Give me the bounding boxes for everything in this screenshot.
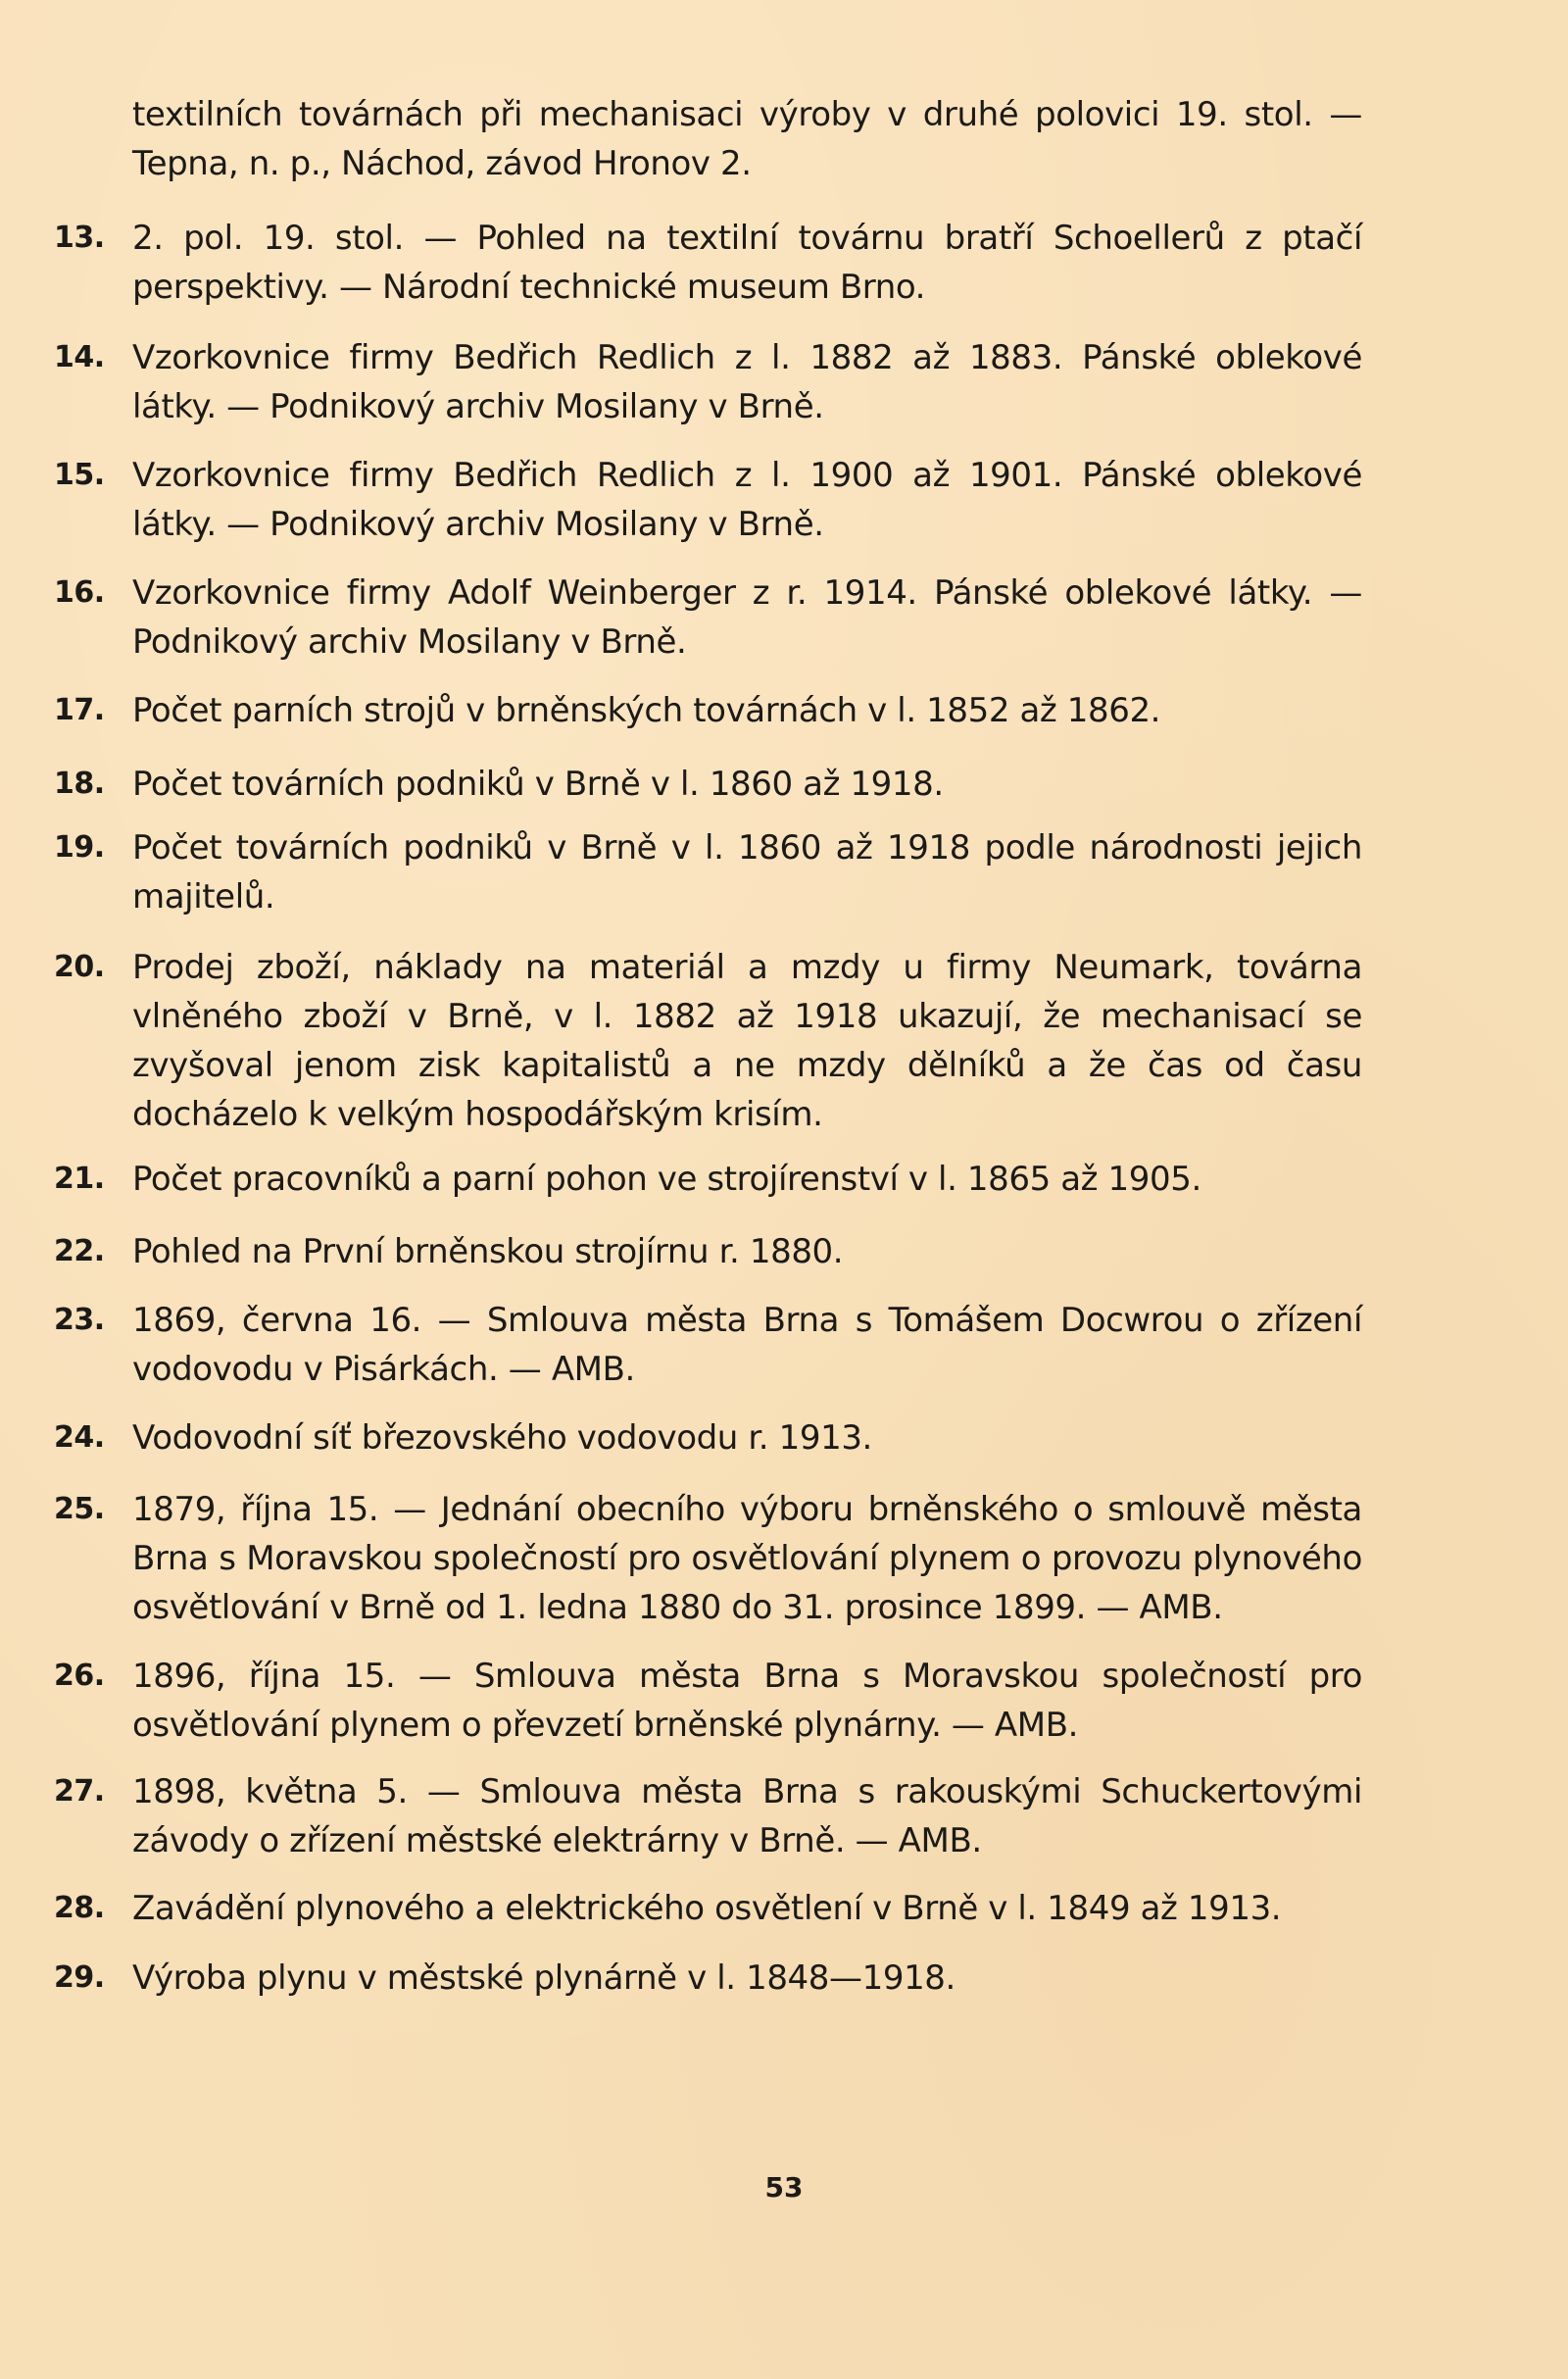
intro-continuation-text: textilních továrnách při mechanisaci výroby v druhé polovici 19. stol. — Tepna, n. p., Náchod, závod Hronov 2. <box>132 95 1362 183</box>
item-text: Prodej zboží, náklady na materiál a mzdy u firmy Neumark, továrna vlněného zboží v Brně, v l. 1882 až 1918 ukazují, že mechanisací se zvyšoval jenom zisk kapitalistů a ne mzdy dělníků a že čas od času docházelo k velkým hospodářským krisím. <box>132 948 1362 1134</box>
item-text: 1869, června 16. — Smlouva města Brna s Tomášem Docwrou o zřízení vodovodu v Pisárkách. — AMB. <box>132 1301 1362 1389</box>
item-number: 14. <box>54 340 105 374</box>
item-text: Vzorkovnice firmy Bedřich Redlich z l. 1900 až 1901. Pánské oblekové látky. — Podnikový archiv Mosilany v Brně. <box>132 456 1362 544</box>
item-text: Pohled na První brněnskou strojírnu r. 1880. <box>132 1232 844 1271</box>
item-text: Počet pracovníků a parní pohon ve strojírenství v l. 1865 až 1905. <box>132 1160 1201 1199</box>
item-text: 1879, října 15. — Jednání obecního výboru brněnského o smlouvě města Brna s Moravskou společností pro osvětlování plynem o provozu plynového osvětlování v Brně od 1. ledna 1880 do 31. prosince 1899. — AMB. <box>132 1490 1362 1627</box>
item-number: 18. <box>54 767 105 801</box>
item-text: 1896, října 15. — Smlouva města Brna s Moravskou společností pro osvětlování plynem o převzetí brněnské plynárny. — AMB. <box>132 1657 1362 1745</box>
item-number: 13. <box>54 221 105 255</box>
item-number: 25. <box>54 1492 105 1526</box>
item-number: 20. <box>54 950 105 984</box>
item-text: Vodovodní síť březovského vodovodu r. 1913. <box>132 1418 872 1458</box>
item-text: Vzorkovnice firmy Adolf Weinberger z r. 1914. Pánské oblekové látky. — Podnikový archiv Mosilany v Brně. <box>132 573 1362 662</box>
item-number: 15. <box>54 458 105 492</box>
item-text: Zavádění plynového a elektrického osvětlení v Brně v l. 1849 až 1913. <box>132 1889 1282 1928</box>
item-number: 26. <box>54 1659 105 1693</box>
item-text: 2. pol. 19. stol. — Pohled na textilní továrnu bratří Schoellerů z ptačí perspektivy. — Národní technické museum Brno. <box>132 219 1362 307</box>
item-text: Počet továrních podniků v Brně v l. 1860 až 1918 podle národnosti jejich majitelů. <box>132 828 1362 917</box>
item-text: Výroba plynu v městské plynárně v l. 1848—1918. <box>132 1958 956 1998</box>
item-number: 29. <box>54 1960 105 1995</box>
item-text: Počet parních strojů v brněnských továrnách v l. 1852 až 1862. <box>132 691 1161 730</box>
item-number: 27. <box>54 1774 105 1809</box>
item-text: Počet továrních podniků v Brně v l. 1860 až 1918. <box>132 765 944 804</box>
page-number: 53 <box>764 2171 804 2204</box>
item-number: 16. <box>54 575 105 610</box>
item-number: 19. <box>54 830 105 865</box>
item-number: 17. <box>54 693 105 727</box>
item-number: 28. <box>54 1891 105 1925</box>
item-number: 21. <box>54 1162 105 1196</box>
item-number: 23. <box>54 1303 105 1337</box>
item-text: 1898, května 5. — Smlouva města Brna s rakouskými Schuckertovými závody o zřízení městské elektrárny v Brně. — AMB. <box>132 1772 1362 1860</box>
item-number: 22. <box>54 1234 105 1268</box>
item-number: 24. <box>54 1420 105 1455</box>
item-text: Vzorkovnice firmy Bedřich Redlich z l. 1882 až 1883. Pánské oblekové látky. — Podnikový archiv Mosilany v Brně. <box>132 338 1362 426</box>
